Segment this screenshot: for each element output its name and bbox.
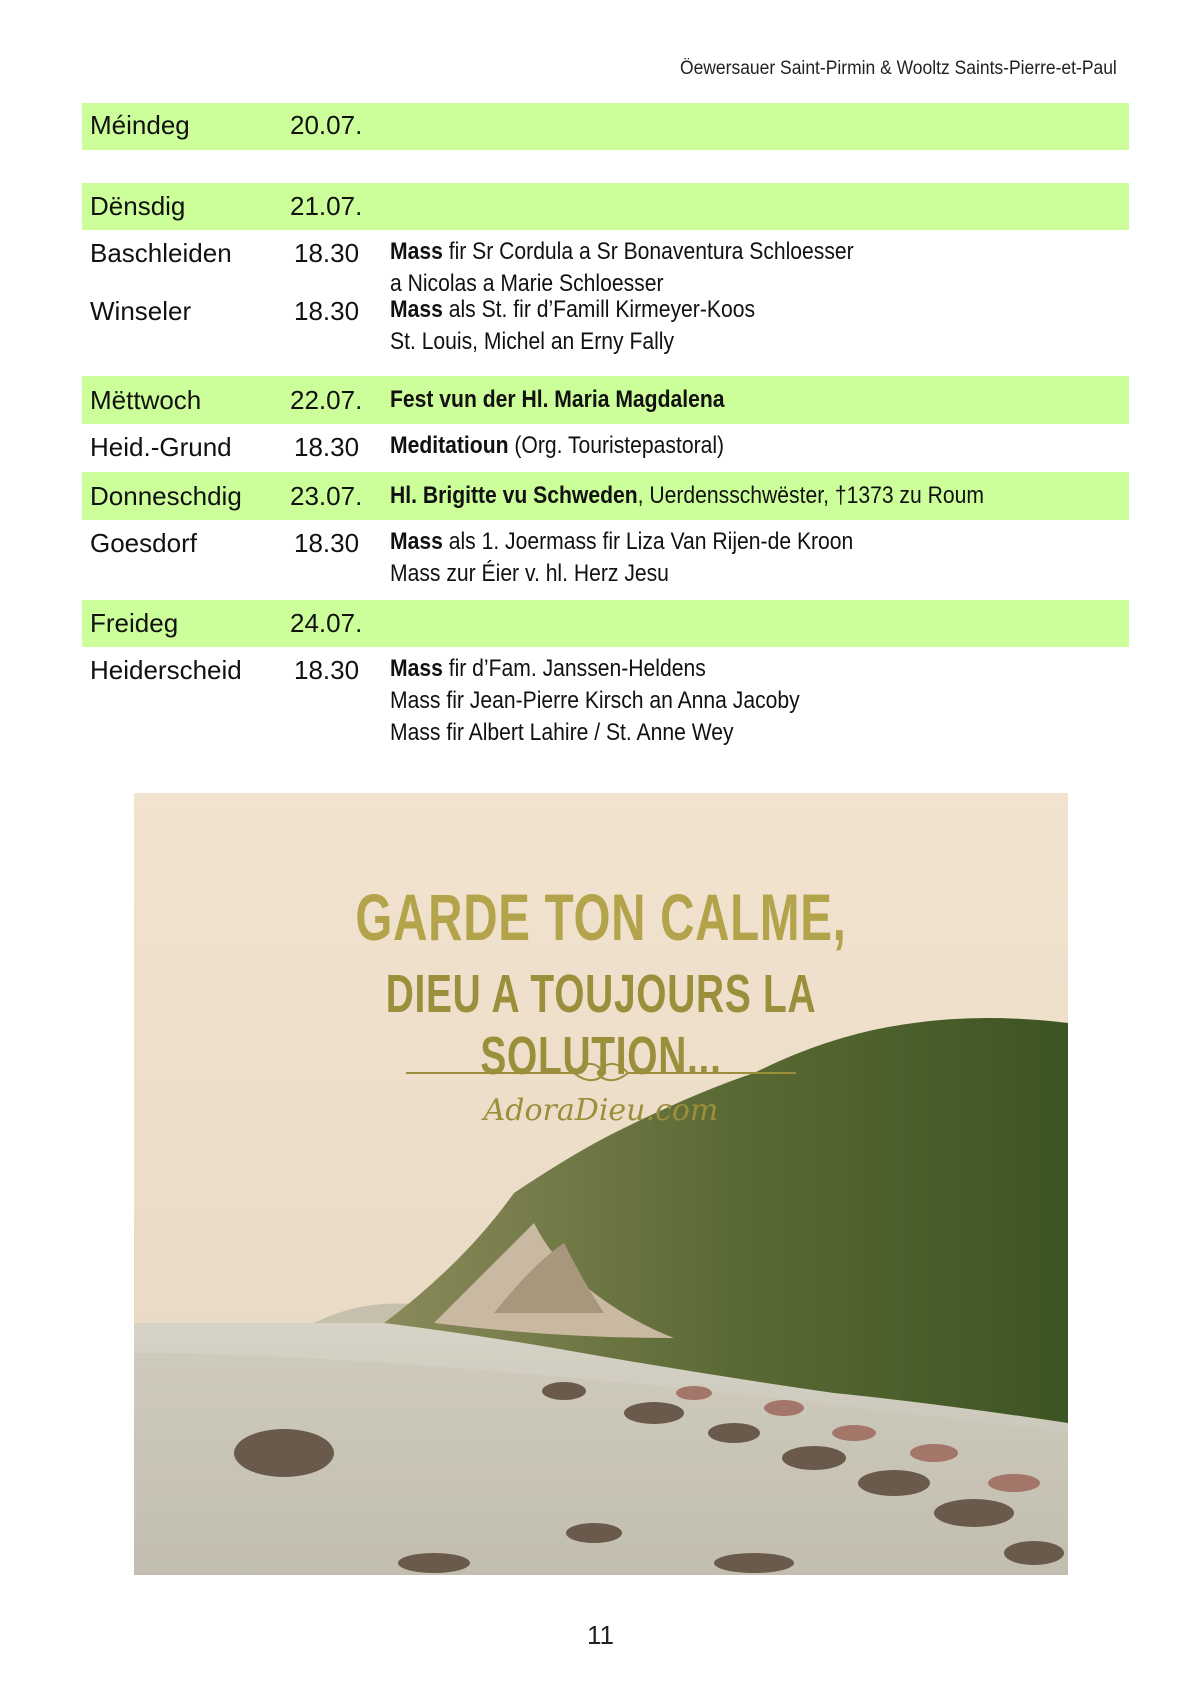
service-detail-line: Mass fir Jean-Pierre Kirsch an Anna Jacoby <box>390 687 800 714</box>
service-detail: als St. fir d’Famill Kirmeyer-Koos <box>442 296 756 323</box>
feast-name: Hl. Brigitte vu Schweden, Uerdensschwëster, †1373 zu Roum <box>390 482 984 509</box>
page-header-title: Öewersauer Saint-Pirmin & Wooltz Saints-Pierre-et-Paul <box>680 58 1117 79</box>
inspirational-photo <box>134 793 1068 1575</box>
service-time: 18.30 <box>294 528 360 558</box>
day-label: Dënsdig <box>90 191 186 221</box>
service-place: Heid.-Grund <box>90 432 232 462</box>
service-row-winseler <box>82 294 1129 376</box>
service-time: 18.30 <box>294 238 360 268</box>
service-intentions <box>390 526 853 590</box>
service-detail: als 1. Joermass fir Liza Van Rijen-de Kroon <box>442 528 854 555</box>
service-intentions <box>390 294 755 358</box>
page-number: 11 <box>587 1620 614 1650</box>
day-date: 23.07. <box>290 481 363 511</box>
service-type: Meditatioun <box>390 432 509 459</box>
service-detail: fir Sr Cordula a Sr Bonaventura Schloesser <box>442 238 854 265</box>
day-row-meindeg <box>82 103 1129 150</box>
service-intentions <box>390 236 854 300</box>
day-row-densdig <box>82 183 1129 230</box>
day-label: Freideg <box>90 608 179 638</box>
service-detail: (Org. Touristepastoral) <box>508 432 725 459</box>
day-date: 20.07. <box>290 110 363 140</box>
service-place: Baschleiden <box>90 238 232 268</box>
day-label: Méindeg <box>90 110 190 140</box>
day-row-mettwoch <box>82 376 1129 424</box>
day-date: 24.07. <box>290 608 363 638</box>
service-row-goesdorf <box>82 520 1129 600</box>
day-row-freideg <box>82 600 1129 647</box>
watermark-site: AdoraDieu.com <box>483 1093 719 1128</box>
service-row-heiderscheid <box>82 647 1129 751</box>
service-place: Goesdorf <box>90 528 197 558</box>
service-detail-line: Mass fir Albert Lahire / St. Anne Wey <box>390 719 734 746</box>
day-date: 21.07. <box>290 191 363 221</box>
service-type: Mass <box>390 296 443 323</box>
day-date: 22.07. <box>290 385 363 415</box>
service-detail: fir d’Fam. Janssen-Heldens <box>442 655 706 682</box>
service-type: Mass <box>390 655 443 682</box>
service-time: 18.30 <box>294 296 360 326</box>
service-detail-line: Mass zur Éier v. hl. Herz Jesu <box>390 560 669 587</box>
service-type: Mass <box>390 238 443 265</box>
service-row-heid-grund <box>82 424 1129 472</box>
service-time: 18.30 <box>294 655 360 685</box>
service-detail-line: a Nicolas a Marie Schloesser <box>390 270 664 297</box>
day-row-donneschdig <box>82 472 1129 520</box>
mass-schedule-table <box>82 103 1129 751</box>
feast-name: Fest vun der Hl. Maria Magdalena <box>390 386 725 413</box>
service-intentions <box>390 430 724 462</box>
quote-line-1: GARDE TON CALME, <box>355 880 847 954</box>
day-label: Mëttwoch <box>90 385 202 415</box>
service-type: Mass <box>390 528 443 555</box>
service-detail-line: St. Louis, Michel an Erny Fally <box>390 328 675 355</box>
service-row-baschleiden <box>82 230 1129 297</box>
service-place: Winseler <box>90 296 192 326</box>
service-intentions <box>390 653 800 749</box>
day-label: Donneschdig <box>90 481 242 511</box>
quote-line-2: DIEU A TOUJOURS LA SOLUTION... <box>385 964 817 1086</box>
service-place: Heiderscheid <box>90 655 242 685</box>
service-time: 18.30 <box>294 432 360 462</box>
